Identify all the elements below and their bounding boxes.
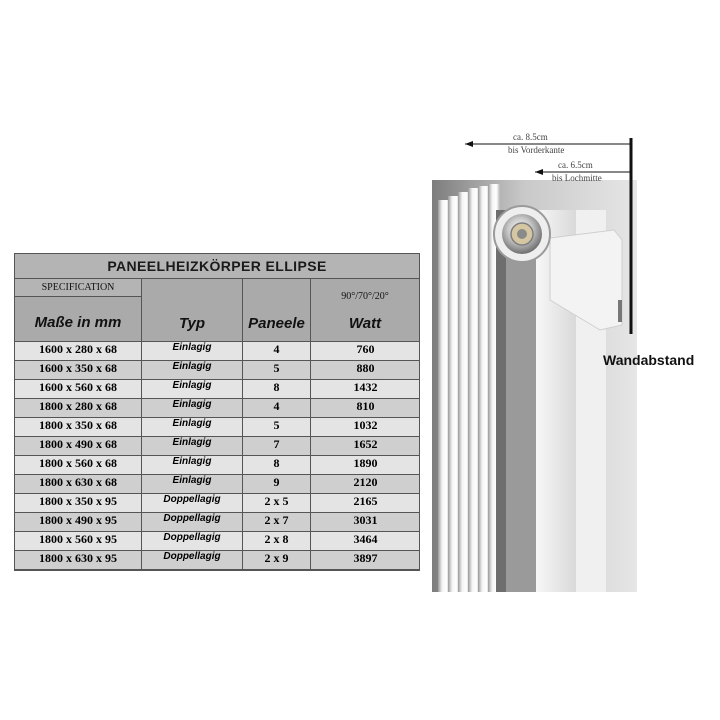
- table-row: [15, 456, 419, 475]
- cell-watt: 3464: [353, 532, 378, 546]
- table-title: PANEELHEIZKÖRPER ELLIPSE: [15, 254, 419, 279]
- header-typ-label: Typ: [178, 315, 206, 332]
- cell-typ: Einlagig: [142, 456, 243, 474]
- cell-watt: 3897: [353, 551, 378, 565]
- cell-masse: 1800 x 490 x 68: [15, 437, 142, 455]
- cell-masse: 1800 x 630 x 68: [15, 475, 142, 493]
- arrowhead-icon: [465, 141, 473, 147]
- cell-paneele: 5: [243, 361, 311, 379]
- cell-masse: 1800 x 560 x 95: [15, 532, 142, 550]
- table-row: [15, 342, 419, 361]
- cell-watt: 880: [356, 361, 375, 375]
- cell-watt: 1032: [353, 418, 378, 432]
- header-masse: [15, 279, 142, 342]
- cell-paneele: 5: [243, 418, 311, 436]
- dim2-label: bis Lochmitte: [552, 173, 602, 183]
- cell-typ: Einlagig: [142, 437, 243, 455]
- cell-typ: Einlagig: [142, 361, 243, 379]
- wall-distance-label: Wandabstand: [603, 352, 695, 368]
- cell-typ: Doppellagig: [142, 513, 243, 531]
- cell-watt: 1652: [353, 437, 378, 451]
- table-row: [15, 380, 419, 399]
- cell-typ: Doppellagig: [142, 532, 243, 550]
- temp-label: 90°/70°/20°: [341, 291, 389, 302]
- header-watt: [311, 279, 419, 342]
- cell-typ: Doppellagig: [142, 494, 243, 512]
- table-row: [15, 418, 419, 437]
- table-row: [15, 361, 419, 380]
- header-paneele-label: Paneele: [248, 315, 305, 332]
- table-row: [15, 437, 419, 456]
- cell-paneele: 9: [243, 475, 311, 493]
- arrowhead-icon: [535, 169, 543, 175]
- cell-watt: 3031: [353, 513, 378, 527]
- cell-watt: 760: [356, 342, 375, 356]
- header-typ: [142, 279, 243, 342]
- cell-paneele: 2 x 7: [243, 513, 311, 531]
- table-row: [15, 513, 419, 532]
- cell-masse: 1800 x 350 x 95: [15, 494, 142, 512]
- dim1-value: ca. 8.5cm: [513, 132, 548, 142]
- cell-masse: 1800 x 350 x 68: [15, 418, 142, 436]
- table-row: [15, 494, 419, 513]
- dimension-lines: [455, 122, 645, 342]
- cell-masse: 1800 x 280 x 68: [15, 399, 142, 417]
- cell-masse: 1800 x 560 x 68: [15, 456, 142, 474]
- table-row: [15, 551, 419, 570]
- cell-watt: 2120: [353, 475, 378, 489]
- dim1-label: bis Vorderkante: [508, 145, 565, 155]
- cell-watt: 1432: [353, 380, 378, 394]
- cell-watt: 2165: [353, 494, 378, 508]
- cell-masse: 1600 x 350 x 68: [15, 361, 142, 379]
- cell-typ: Einlagig: [142, 380, 243, 398]
- cell-typ: Doppellagig: [142, 551, 243, 569]
- cell-typ: Einlagig: [142, 475, 243, 493]
- header-masse-label: Maße in mm: [34, 314, 122, 331]
- cell-paneele: 2 x 5: [243, 494, 311, 512]
- header-paneele: [243, 279, 311, 342]
- cell-paneele: 8: [243, 380, 311, 398]
- cell-paneele: 2 x 9: [243, 551, 311, 569]
- cell-watt: 1890: [353, 456, 378, 470]
- cell-watt: 810: [356, 399, 375, 413]
- cell-masse: 1600 x 280 x 68: [15, 342, 142, 360]
- cell-typ: Einlagig: [142, 418, 243, 436]
- cell-typ: Einlagig: [142, 342, 243, 360]
- cell-paneele: 7: [243, 437, 311, 455]
- cell-paneele: 4: [243, 399, 311, 417]
- spec-table: [14, 253, 420, 571]
- table-row: [15, 532, 419, 551]
- header-watt-label: Watt: [348, 315, 382, 332]
- cell-paneele: 2 x 8: [243, 532, 311, 550]
- cell-paneele: 4: [243, 342, 311, 360]
- cell-masse: 1800 x 630 x 95: [15, 551, 142, 569]
- dim2-value: ca. 6.5cm: [558, 160, 593, 170]
- cell-masse: 1600 x 560 x 68: [15, 380, 142, 398]
- table-row: [15, 475, 419, 494]
- table-row: [15, 399, 419, 418]
- cell-masse: 1800 x 490 x 95: [15, 513, 142, 531]
- cell-typ: Einlagig: [142, 399, 243, 417]
- spec-label: SPECIFICATION: [15, 279, 141, 297]
- cell-paneele: 8: [243, 456, 311, 474]
